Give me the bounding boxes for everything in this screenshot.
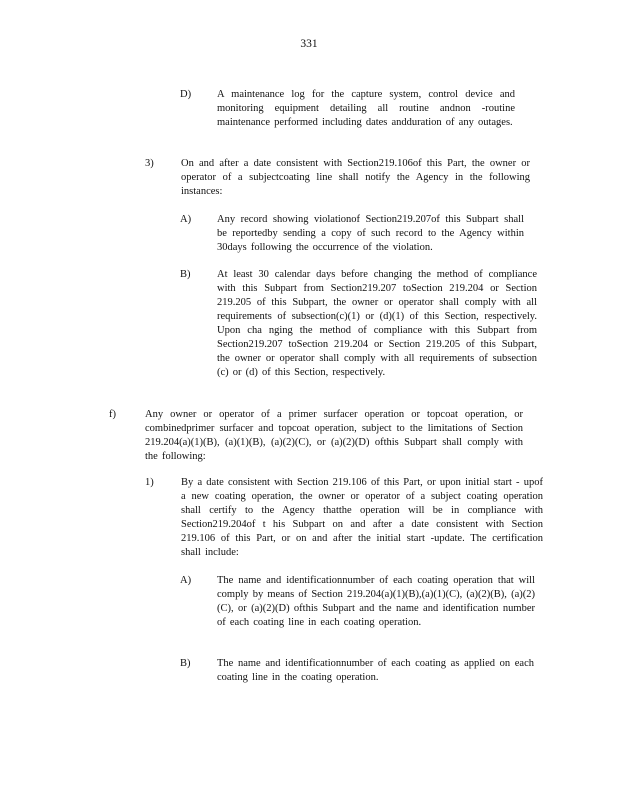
item-3-marker: 3) (145, 158, 154, 169)
item-d-marker: D) (180, 89, 192, 100)
page-number: 331 (300, 38, 318, 50)
item-1b-text: The name and identificationnumber of each coating as applied on each coating line in the coating operation. (217, 658, 534, 683)
item-3a-text: Any record showing violationof Section219.207of this Subpart shall be reportedby sending a copy of such record to the Agency within 30days following the occurrence of the violation. (217, 214, 524, 253)
item-3b-marker: B) (180, 269, 191, 280)
item-1-text: By a date consistent with Section 219.106 of this Part, or upon initial start - upof a new coating operation, the owner or operator of a subject coating operation shall certify to the Agency thatthe operation will be in compliance with Section219.204of t his Subpart on and after a date consistent with Section 219.106 of this Part, or on and after the initial start -update. The certification shall include: (181, 477, 543, 558)
item-1a-text: The name and identificationnumber of each coating operation that will comply by means of Section 219.204(a)(1)(B),(a)(1)(C), (a)(2)(B), (a)(2)(C), or (a)(2)(D) ofthis Subpart and the name and identification number of each coating line in each coating operation. (217, 575, 535, 628)
item-1-marker: 1) (145, 477, 154, 488)
item-1b-marker: B) (180, 658, 191, 669)
item-3a-marker: A) (180, 214, 192, 225)
item-3b-text: At least 30 calendar days before changing the method of compliance with this Subpart from Section219.207 toSection 219.204 or Section 219.205 of this Subpart, the owner or operator shall comply with all requirements of subsection(c)(1) or (d)(1) of this Section, respectively. Upon cha nging the method of compliance with this Subpart from Section219.207 toSection 219.204 or Section 219.205 of this Subpart, the owner or operator shall comply with all requirements of subsection (c) or (d) of this Section, respectively. (217, 269, 537, 378)
item-f-text: Any owner or operator of a primer surfacer operation or topcoat operation, or combinedprimer surfacer and topcoat operation, subject to the limitations of Section 219.204(a)(1)(B), (a)(1)(B), (a)(2)(C), or (a)(2)(D) ofthis Subpart shall comply with the following: (145, 409, 523, 462)
item-3-text: On and after a date consistent with Section219.106of this Part, the owner or operator of a subjectcoating line shall notify the Agency in the following instances: (181, 158, 530, 197)
item-d-text: A maintenance log for the capture system, control device and monitoring equipment detailing all routine andnon -routine maintenance performed including dates andduration of any outages. (217, 89, 515, 128)
item-1a-marker: A) (180, 575, 192, 586)
item-f-marker: f) (109, 409, 116, 420)
